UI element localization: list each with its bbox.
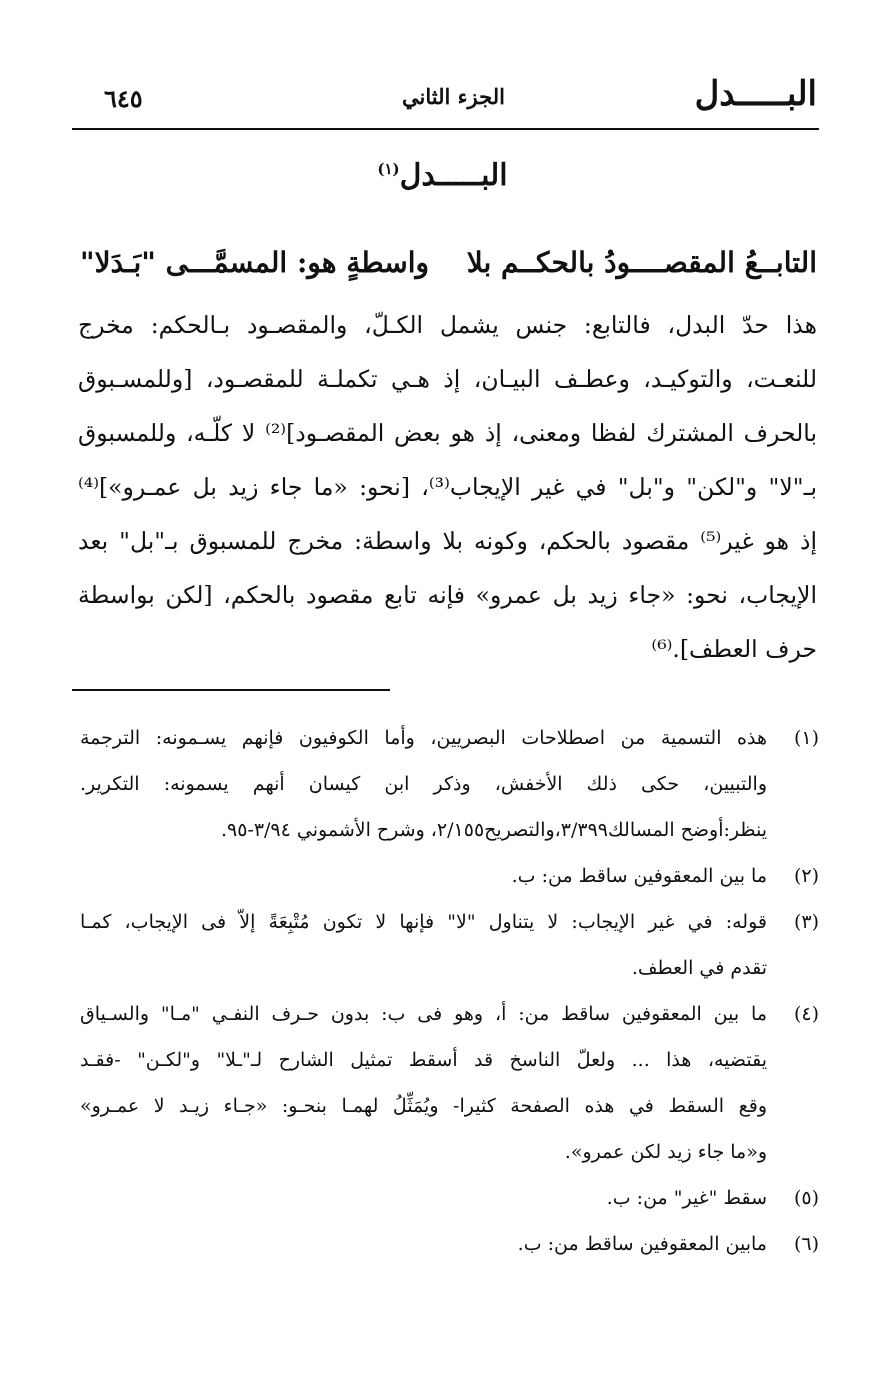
footnote-line: يقتضيه، هذا ... ولعلّ الناسخ قد أسقط تمثيل الشارح لـ"ـلا" و"لكـن" -فقـد (80, 1049, 767, 1071)
footnote-number: (٢) (793, 865, 819, 887)
running-part-title: الجزء الثاني (402, 84, 505, 109)
body-line: بـ"لا" و"لكن" و"بل" في غير الإيجاب⁽³⁾، [نحو: «ما جاء زيد بل عمـرو»]⁽⁴⁾ (78, 473, 817, 501)
body-line: هذا حدّ البدل، فالتابع: جنس يشمل الكـلّ، والمقصـود بـالحكم: مخرج (78, 311, 817, 339)
running-header (90, 74, 817, 118)
footnote-line: ينظر:أوضح المسالك٣/٣٩٩،والتصريح٢/١٥٥، وشرح الأشموني ٣/٩٤-٩٥. (220, 819, 767, 841)
footnote-line: تقدم في العطف. (631, 957, 767, 979)
body-line: للنعـت، والتوكيـد، وعطـف البيـان، إذ هـي تكملـة للمقصـود، [وللمسـبوق (78, 365, 817, 393)
footnote-separator (72, 689, 390, 691)
footnote-line: والتبيين، حكى ذلك الأخفش، وذكر ابن كيسان أنهم يسمونه: التكرير. (80, 773, 767, 795)
running-chapter-name: البـــــدل (694, 74, 817, 114)
footnote-1 (80, 716, 819, 854)
footnote-number: (٥) (793, 1187, 819, 1209)
footnote-3 (80, 900, 819, 992)
verse-right-hemistich: التابــعُ المقصــــودُ بالحكــم بلا (466, 246, 817, 279)
footnote-6 (80, 1222, 819, 1268)
body-line: بالحرف المشترك لفظا ومعنى، إذ هو بعض المقصـود]⁽²⁾ لا كلّـه، وللمسبوق (78, 419, 817, 447)
page-number: ٦٤٥ (104, 84, 143, 113)
footnote-4 (80, 992, 819, 1176)
body-line: حرف العطف].⁽⁶⁾ (651, 635, 817, 663)
footnote-number: (٦) (793, 1233, 819, 1255)
footnote-2 (80, 854, 819, 900)
footnote-number: (٤) (793, 1003, 819, 1025)
chapter-title (0, 158, 885, 193)
footnote-line: وقع السقط في هذه الصفحة كثيرا- ويُمَثِّلُ لهمـا بنحـو: «جـاء زيـد لا عمـرو» (80, 1095, 767, 1117)
footnote-number: (١) (793, 727, 819, 749)
verse (80, 246, 817, 286)
footnote-line: و«ما جاء زيد لكن عمرو». (564, 1141, 767, 1163)
commentary-body (78, 298, 817, 676)
footnote-line: ما بين المعقوفين ساقط من: ب. (511, 865, 767, 887)
body-line: الإيجاب، نحو: «جاء زيد بل عمرو» فإنه تابع مقصود بالحكم، [لكن بواسطة (78, 581, 817, 609)
footnote-line: مابين المعقوفين ساقط من: ب. (517, 1233, 767, 1255)
footnote-5 (80, 1176, 819, 1222)
chapter-title-note-ref: (١) (377, 160, 400, 178)
footnote-line: ما بين المعقوفين ساقط من: أ، وهو فى ب: بدون حـرف النفـي "مـا" والسـياق (80, 1003, 767, 1025)
header-rule (72, 128, 819, 130)
footnote-line: سقط "غير" من: ب. (606, 1187, 767, 1209)
footnote-line: قوله: في غير الإيجاب: لا يتناول "لا" فإنها لا تكون مُتْبِعَةً إلاّ فى الإيجاب، كمـا (80, 911, 767, 933)
verse-left-hemistich: واسطةٍ هو: المسمَّـــى "بَـدَلا" (80, 246, 430, 279)
chapter-title-text: البـــــدل (399, 158, 508, 193)
footnotes (80, 716, 819, 1268)
body-line: إذ هو غير⁽⁵⁾ مقصود بالحكم، وكونه بلا واسطة: مخرج للمسبوق بـ"بل" بعد (78, 527, 817, 555)
footnote-number: (٣) (793, 911, 819, 933)
footnote-line: هذه التسمية من اصطلاحات البصريين، وأما الكوفيون فإنهم يسـمونه: الترجمة (80, 727, 767, 749)
